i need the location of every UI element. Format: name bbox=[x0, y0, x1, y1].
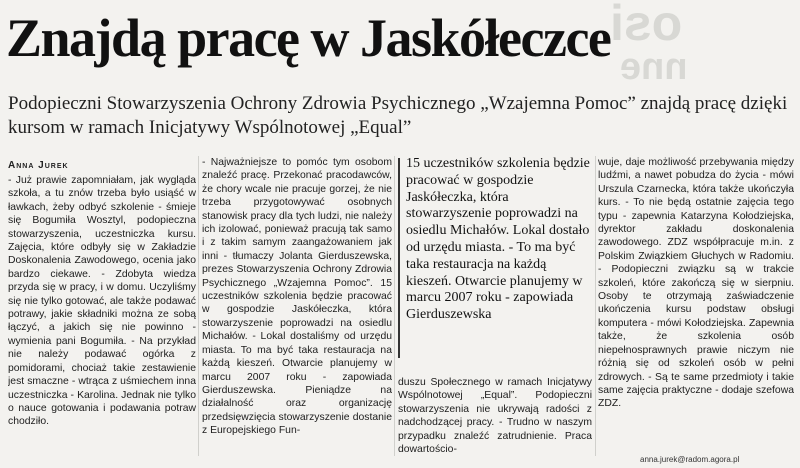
article-byline: Anna Jurek bbox=[8, 160, 69, 171]
article-column-2 bbox=[202, 156, 392, 468]
pull-quote-text: 15 uczestników szkolenia będzie pracować w gospodzie Jaskółeczka, która stowarzyszenie poprowadzi na osiedlu Michałów. Lokal dostało od urzędu miasta. - To ma być taka restauracja na każdą kieszeń. Otwarcie planujemy w marcu 2007 roku - zapowiada Gierduszewska bbox=[406, 156, 590, 323]
article-column-3 bbox=[398, 376, 592, 468]
column-divider bbox=[595, 156, 596, 456]
article-subheadline: Podopieczni Stowarzyszenia Ochrony Zdrowia Psychicznego „Wzajemna Pomoc” znajdą pracę dzięki kursom w ramach Inicjatywy Wspólnotowej „Equal” bbox=[8, 93, 788, 138]
pull-quote bbox=[398, 156, 594, 366]
pull-quote-rule bbox=[398, 158, 400, 358]
column-3-text: duszu Społecznego w ramach Inicjatywy Wspólnotowej „Equal”. Podopieczni stowarzyszenia nie ukrywają radości z nadchodzącej pracy. - Trudno w naszym przypadku znaleźć zatrudnienie. Praca dowartościo- bbox=[398, 377, 592, 456]
author-email: anna.jurek@radom.agora.pl bbox=[640, 455, 740, 464]
column-2-text: - Najważniejsze to pomóc tym osobom znaleźć pracę. Przekonać pracodawców, że chory wcale nie pracuje gorzej, że nie trzeba przygotowywać osobnych stanowisk pracy dla tych ludzi, nie należy ich izolować, ponieważ pracują tak samo i z takim samym zaangażowaniem jak inni - tłumaczy Jolanta Gierduszewska, prezes Stowarzyszenia Ochrony Zdrowia Psychicznego „Wzajemna Pomoc”. 15 uczestników szkolenia będzie pracować w gospodzie Jaskółeczka, która stowarzyszenie poprowadzi na osiedlu Michałów. - Lokal dostaliśmy od urzędu miasta. To ma być taka restauracja na każdą kieszeń. Otwarcie planujemy w marcu 2007 roku - zapowiada Gierduszewska. Pieniądze na działalność oraz organizację przedsięwzięcia stowarzyszenie dostanie z Europejskiego Fun- bbox=[202, 157, 392, 437]
column-4-text: wuje, daje możliwość przebywania między ludźmi, a nawet pobudza do życia - mówi Urszula Czarnecka, która także ukończyła kurs. - To nie będą ostatnie zajęcia tego typu - zapewnia Katarzyna Kołodziejska, dyrektor zakładu doskonalenia zawodowego. ZDZ współpracuje m.in. z Polskim Związkiem Głuchych w Radomiu. - Podopieczni związku są w trakcie szkoleń, które zakończą się w sierpniu. Osoby te otrzymają zaświadczenie ukończenia kursu podstaw obsługi komputera - mówi Kołodziejska. Zapewnia także, że szkolenia osób niepełnosprawnych prawie niczym nie różnią się od szkoleń osób w pełni zdrowych. - Są te same przedmioty i takie same zajęcia praktyczne - dodaje szefowa ZDZ. bbox=[598, 157, 794, 410]
article-column-4 bbox=[598, 156, 794, 456]
column-1-text: - Już prawie zapomniałam, jak wygląda szkoła, a tu znów trzeba było usiąść w ławkach, żeby odbyć szkolenie - śmieje się Bogumiła Wosztyl, podopieczna stowarzyszenia, uczestniczka kursu. Zajęcia, które odbyły się w Zakładzie Doskonalenia Zawodowego, ocenia jako bardzo ciekawe. - Zdobyta wiedza przyda się w pracy, i w domu. Uczyliśmy się nie tylko gotować, ale także podawać potrawy, jakie składniki można ze sobą łączyć, a jakich się nie powinno - wymienia pani Bogumiła. - Na przykład nie należy podawać ogórka z pomidorami, chociaż takie zestawienie jest smaczne - wtrąca z uśmiechem inna uczestniczka - Karolina. Jednak nie tylko o nauce gotowania i podawania potraw chodziło. bbox=[8, 175, 196, 428]
article-column-1 bbox=[8, 174, 196, 466]
bleed-through-background: osi nne bbox=[610, 0, 688, 88]
column-divider bbox=[394, 156, 395, 456]
column-divider bbox=[198, 156, 199, 456]
article-headline: Znajdą pracę w Jaskółeczce bbox=[6, 8, 611, 68]
